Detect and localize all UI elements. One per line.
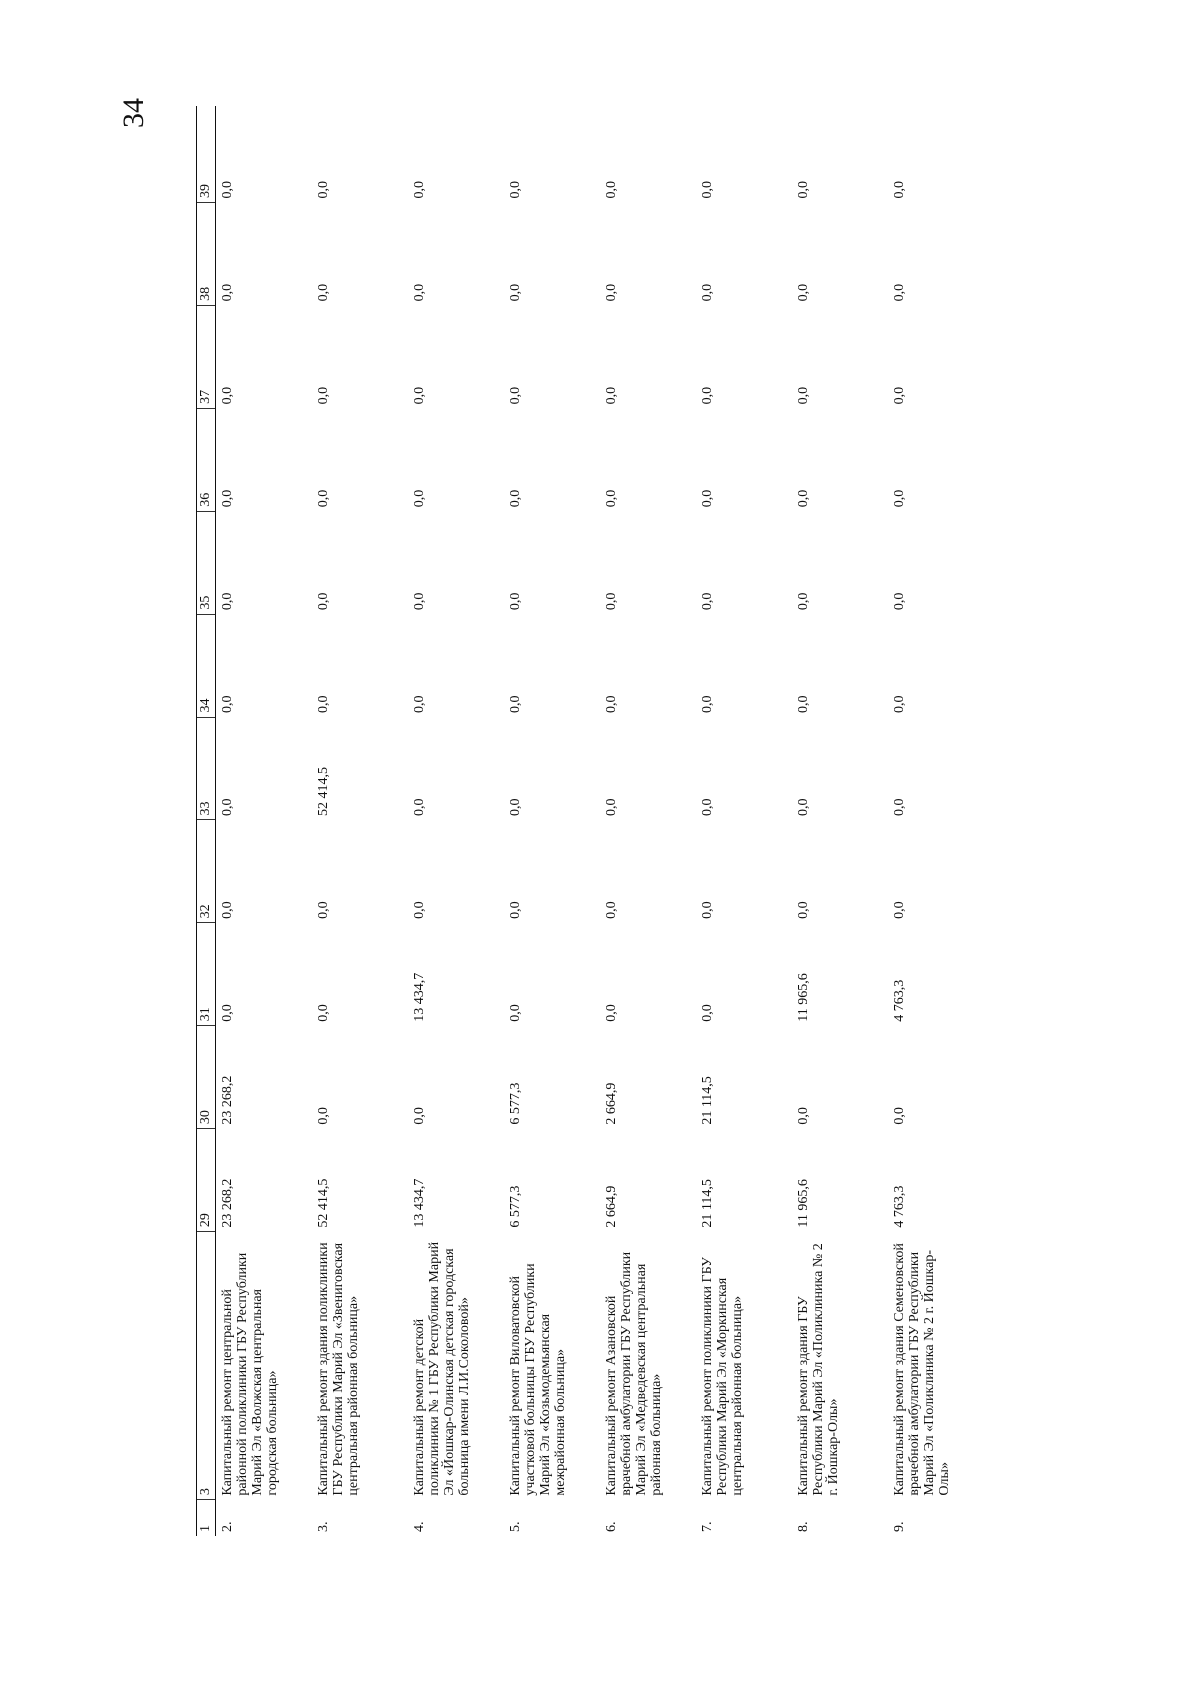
value-cell: 0,0 — [412, 489, 427, 508]
value-cell: 0,0 — [796, 386, 811, 405]
value-cell: 0,0 — [316, 181, 331, 199]
value-cell: 0,0 — [700, 901, 715, 919]
value-cell: 0,0 — [220, 901, 235, 919]
value-cell: 11 965,6 — [796, 1179, 811, 1228]
column-header-38: 38 — [197, 203, 216, 306]
column-header-1: 1 — [197, 1500, 216, 1536]
value-cell: 0,0 — [316, 386, 331, 405]
value-cell: 13 434,7 — [412, 972, 427, 1022]
table-row — [312, 106, 408, 1536]
rotated-table-container — [196, 106, 1016, 1536]
value-cell: 21 114,5 — [700, 1076, 715, 1125]
value-cell: 0,0 — [508, 489, 523, 508]
row-object-name: Капитальный ремонт Виловатовской участковой больницы ГБУ Республики Марий Эл «Козьмодемьянская межрайонная больница» — [508, 1263, 568, 1496]
value-cell: 0,0 — [220, 181, 235, 199]
value-cell: 0,0 — [892, 901, 907, 919]
value-cell: 0,0 — [220, 283, 235, 302]
column-header-33: 33 — [197, 717, 216, 820]
row-number: 6. — [604, 1521, 619, 1532]
value-cell: 0,0 — [316, 283, 331, 302]
column-header-35: 35 — [197, 511, 216, 614]
value-cell: 0,0 — [892, 283, 907, 302]
column-header-39: 39 — [197, 106, 216, 203]
row-number: 3. — [316, 1521, 331, 1532]
value-cell: 0,0 — [412, 695, 427, 714]
row-number: 9. — [892, 1521, 907, 1532]
value-cell: 0,0 — [412, 181, 427, 199]
row-number: 7. — [700, 1521, 715, 1532]
value-cell: 2 664,9 — [604, 1185, 619, 1228]
table-row — [600, 106, 696, 1536]
table-row — [888, 106, 984, 1536]
value-cell: 0,0 — [412, 798, 427, 816]
table-row — [504, 106, 600, 1536]
value-cell: 23 268,2 — [220, 1075, 235, 1125]
column-header-37: 37 — [197, 305, 216, 408]
value-cell: 0,0 — [604, 1004, 619, 1022]
value-cell: 0,0 — [604, 901, 619, 919]
row-object-name: Капитальный ремонт здания Семеновской врачебной амбулатории ГБУ Республики Марий Эл «Поликлиника № 2 г. Йошкар-Олы» — [892, 1243, 952, 1496]
value-cell: 0,0 — [316, 592, 331, 611]
column-header-36: 36 — [197, 408, 216, 511]
header-row — [197, 106, 216, 1536]
value-cell: 0,0 — [316, 1107, 331, 1125]
value-cell: 0,0 — [700, 181, 715, 199]
value-cell: 0,0 — [508, 798, 523, 816]
value-cell: 0,0 — [796, 901, 811, 919]
value-cell: 0,0 — [700, 695, 715, 714]
table-row — [408, 106, 504, 1536]
value-cell: 0,0 — [412, 1107, 427, 1125]
value-cell: 0,0 — [796, 489, 811, 508]
value-cell: 0,0 — [700, 489, 715, 508]
value-cell: 0,0 — [892, 1107, 907, 1125]
row-object-name: Капитальный ремонт Азановской врачебной амбулатории ГБУ Республики Марий Эл «Медведевская центральная районная больница» — [604, 1251, 664, 1496]
value-cell: 6 577,3 — [508, 1082, 523, 1125]
row-object-name: Капитальный ремонт центральной районной поликлиники ГБУ Республики Марий Эл «Волжская центральная городская больница» — [220, 1252, 280, 1496]
value-cell: 6 577,3 — [508, 1185, 523, 1228]
row-number: 5. — [508, 1521, 523, 1532]
value-cell: 0,0 — [892, 181, 907, 199]
value-cell: 21 114,5 — [700, 1179, 715, 1228]
value-cell: 0,0 — [220, 386, 235, 405]
row-object-name: Капитальный ремонт детской поликлиники № 1 ГБУ Республики Марий Эл «Йошкар-Олинская детская городская больница имени Л.И.Соколовой» — [412, 1241, 472, 1496]
table-row — [216, 106, 313, 1536]
value-cell: 0,0 — [604, 283, 619, 302]
budget-table — [196, 106, 984, 1536]
value-cell: 0,0 — [220, 695, 235, 714]
value-cell: 0,0 — [412, 283, 427, 302]
value-cell: 0,0 — [604, 489, 619, 508]
value-cell: 0,0 — [508, 901, 523, 919]
value-cell: 0,0 — [508, 386, 523, 405]
value-cell: 52 414,5 — [316, 766, 331, 816]
value-cell: 0,0 — [796, 1107, 811, 1125]
value-cell: 0,0 — [412, 386, 427, 405]
value-cell: 0,0 — [316, 1004, 331, 1022]
value-cell: 0,0 — [892, 386, 907, 405]
value-cell: 0,0 — [892, 798, 907, 816]
column-header-30: 30 — [197, 1026, 216, 1129]
value-cell: 0,0 — [508, 695, 523, 714]
value-cell: 0,0 — [700, 592, 715, 611]
value-cell: 0,0 — [316, 901, 331, 919]
value-cell: 0,0 — [700, 1004, 715, 1022]
value-cell: 0,0 — [604, 798, 619, 816]
table-row — [696, 106, 792, 1536]
table-body — [216, 106, 985, 1536]
row-number: 4. — [412, 1521, 427, 1532]
value-cell: 0,0 — [220, 1004, 235, 1022]
row-object-name: Капитальный ремонт здания ГБУ Республики Марий Эл «Поликлиника № 2 г. Йошкар-Олы» — [796, 1243, 841, 1496]
value-cell: 0,0 — [316, 695, 331, 714]
value-cell: 0,0 — [604, 592, 619, 611]
value-cell: 0,0 — [796, 695, 811, 714]
value-cell: 0,0 — [892, 695, 907, 714]
value-cell: 0,0 — [700, 798, 715, 816]
value-cell: 0,0 — [796, 798, 811, 816]
value-cell: 0,0 — [508, 181, 523, 199]
value-cell: 0,0 — [604, 386, 619, 405]
value-cell: 2 664,9 — [604, 1082, 619, 1125]
row-number: 2. — [220, 1521, 235, 1532]
page-number: 34 — [117, 98, 150, 128]
value-cell: 0,0 — [892, 592, 907, 611]
value-cell: 0,0 — [508, 1004, 523, 1022]
row-object-name: Капитальный ремонт поликлиники ГБУ Республики Марий Эл «Моркинская центральная районная больница» — [700, 1256, 745, 1496]
value-cell: 0,0 — [316, 489, 331, 508]
value-cell: 52 414,5 — [316, 1178, 331, 1228]
value-cell: 0,0 — [796, 592, 811, 611]
value-cell: 11 965,6 — [796, 973, 811, 1022]
value-cell: 0,0 — [508, 283, 523, 302]
column-header-29: 29 — [197, 1129, 216, 1232]
table-row — [792, 106, 888, 1536]
value-cell: 0,0 — [604, 695, 619, 714]
row-number: 8. — [796, 1521, 811, 1532]
value-cell: 0,0 — [796, 283, 811, 302]
value-cell: 0,0 — [220, 592, 235, 611]
column-header-31: 31 — [197, 923, 216, 1026]
value-cell: 0,0 — [412, 901, 427, 919]
value-cell: 0,0 — [796, 181, 811, 199]
value-cell: 13 434,7 — [412, 1178, 427, 1228]
column-header-34: 34 — [197, 614, 216, 717]
value-cell: 4 763,3 — [892, 1185, 907, 1228]
value-cell: 0,0 — [508, 592, 523, 611]
value-cell: 4 763,3 — [892, 979, 907, 1022]
value-cell: 0,0 — [412, 592, 427, 611]
value-cell: 0,0 — [604, 181, 619, 199]
value-cell: 0,0 — [700, 386, 715, 405]
row-object-name: Капитальный ремонт здания поликлиники ГБУ Республики Марий Эл «Звениговская центральная районная больница» — [316, 1242, 361, 1496]
value-cell: 0,0 — [700, 283, 715, 302]
column-header-3: 3 — [197, 1232, 216, 1500]
value-cell: 23 268,2 — [220, 1178, 235, 1228]
value-cell: 0,0 — [220, 798, 235, 816]
value-cell: 0,0 — [892, 489, 907, 508]
column-header-32: 32 — [197, 820, 216, 923]
value-cell: 0,0 — [220, 489, 235, 508]
